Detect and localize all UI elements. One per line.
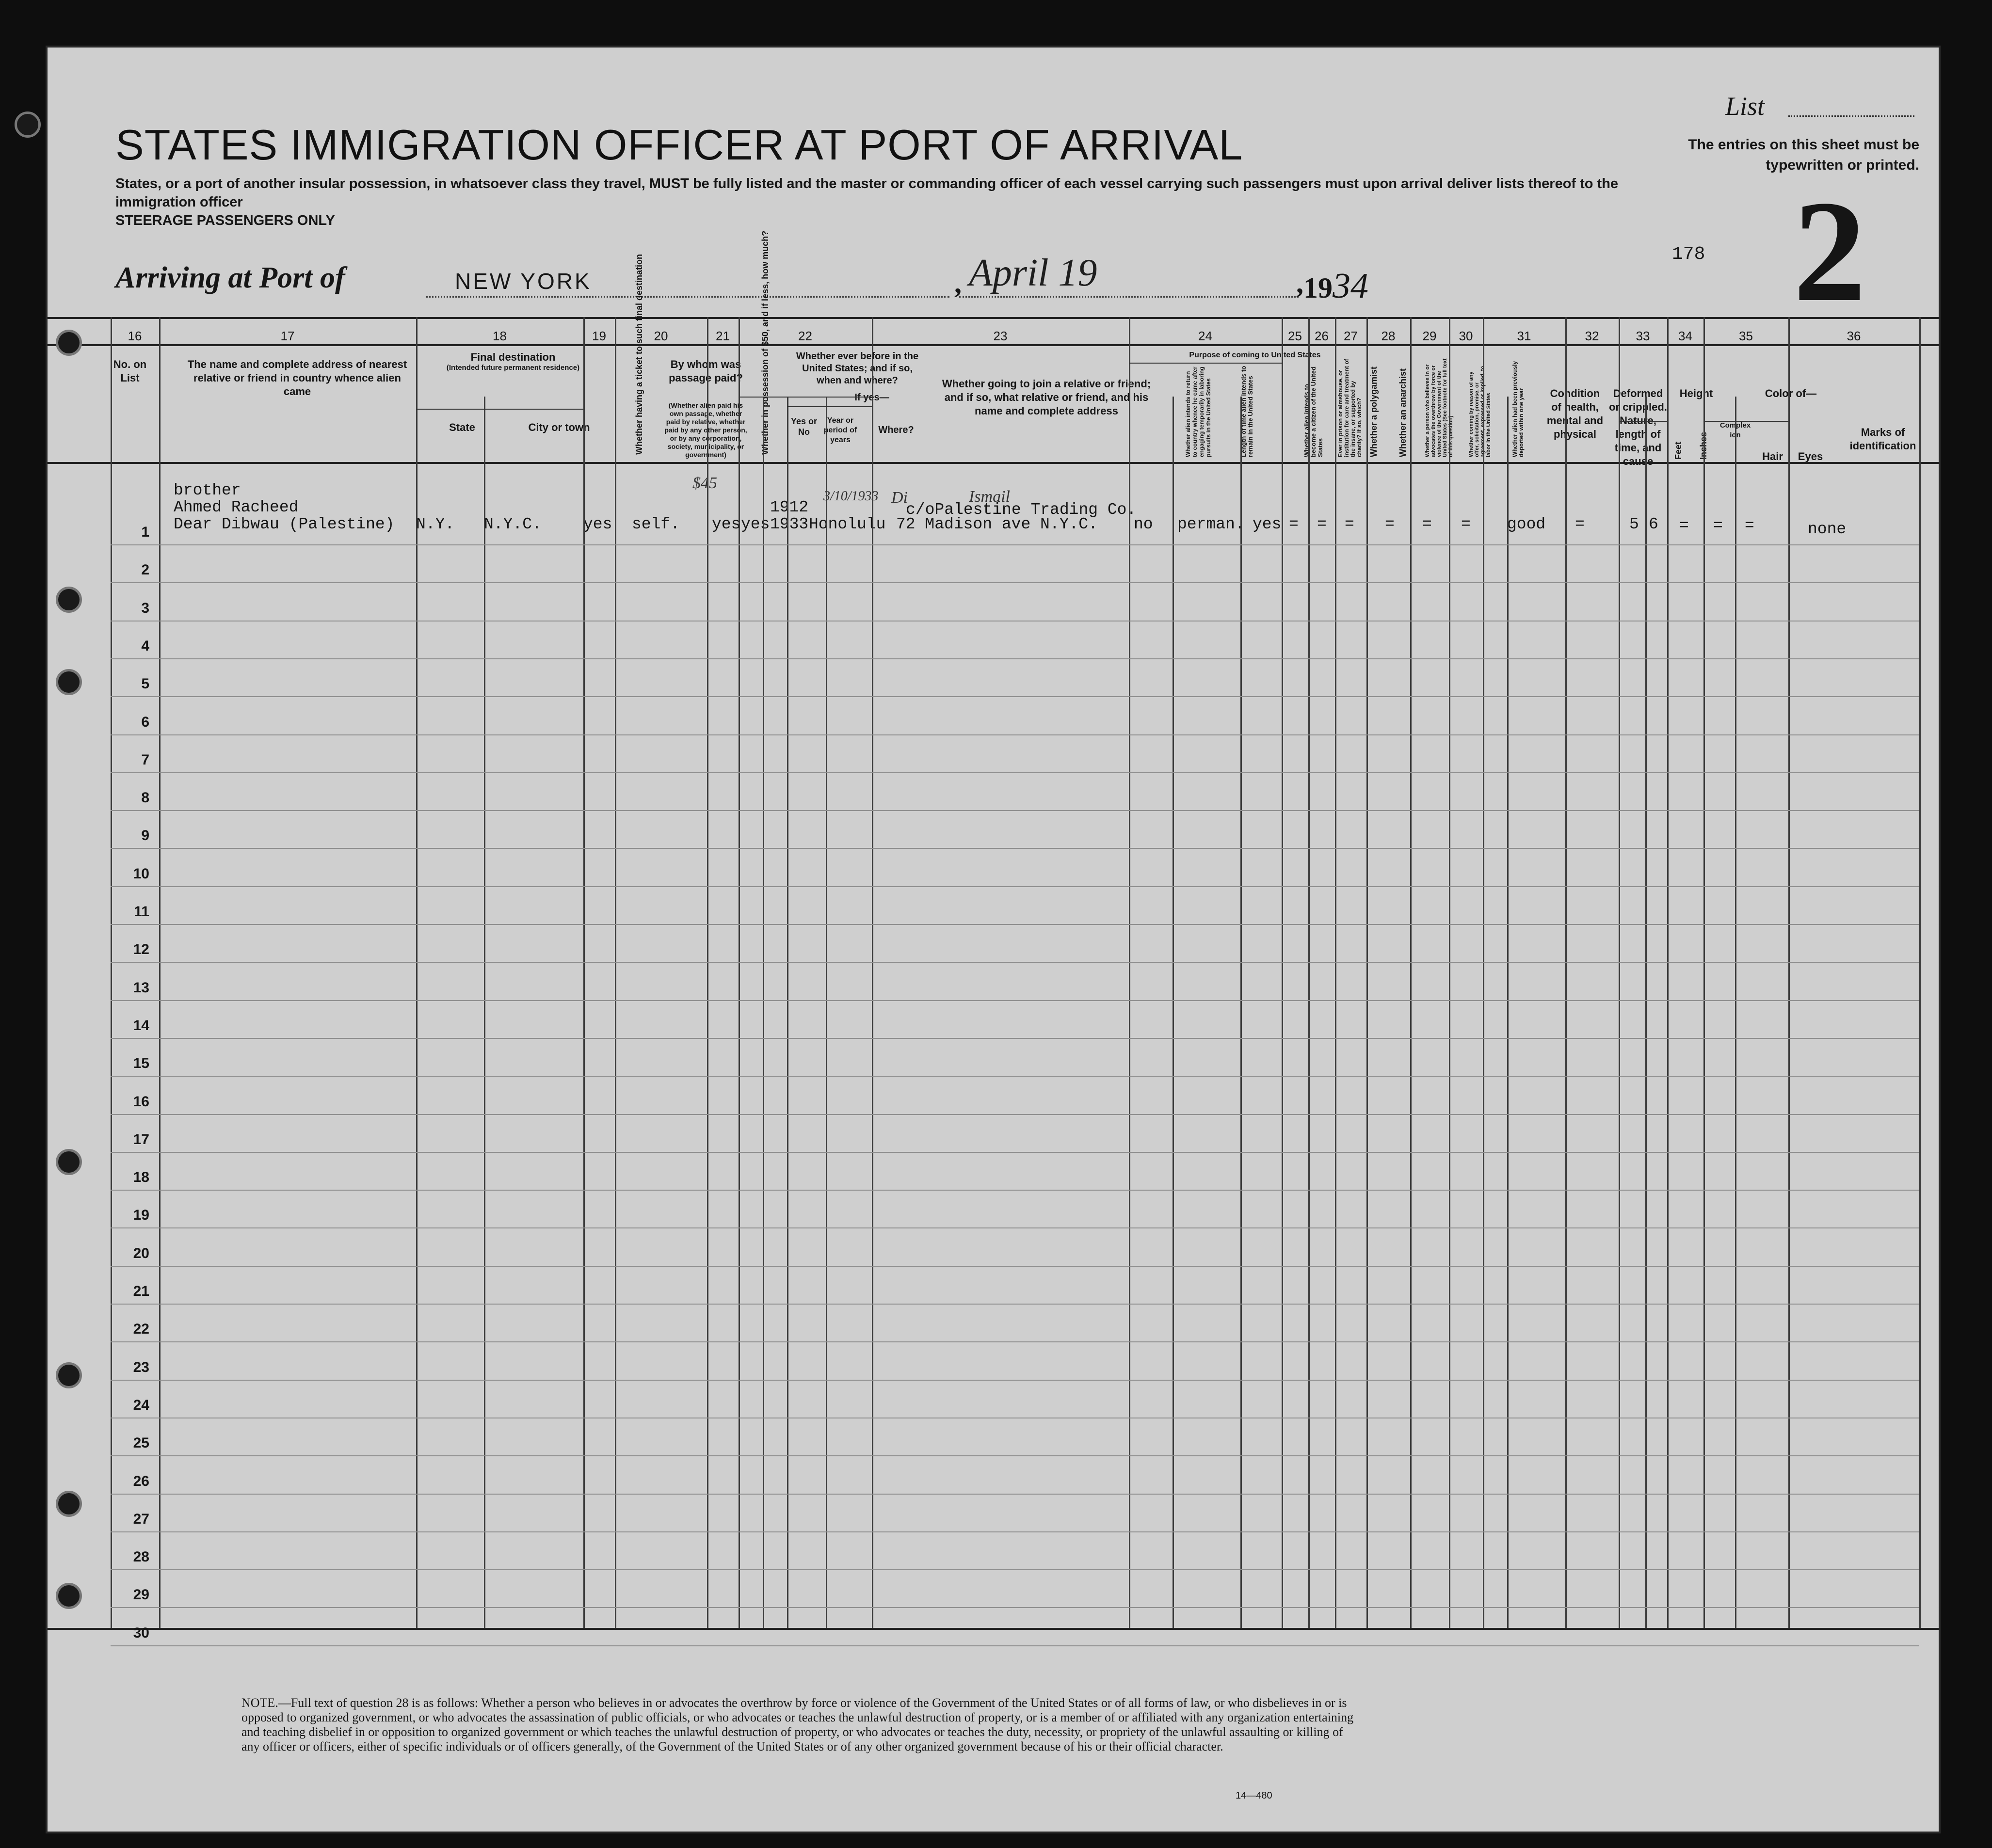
row1-complexion: = [1679,517,1689,535]
col20-subheader: (Whether alien paid his own passage, whether paid by relative, whether paid by any other person, or by any corporation, society, municipality, or government) [664,401,747,459]
column-rule [1667,317,1669,1628]
row-number: 28 [133,1549,149,1565]
column-number: 16 [128,329,142,343]
col30-header: Whether alien had been previously deported within one year [1511,361,1525,457]
row1-ticket: yes [583,515,612,533]
footnote-question-28: NOTE.—Full text of question 28 is as follows: Whether a person who believes in or advocates the overthrow by force or violence of the Government of the United States or of all forms of law, or who disbelieves in or is opposed to organized government, or who advocates the assassination of public officials, or who advocates or teaches the unlawful destruction of property, or is a member of or affiliated with any organization entertaining and teaching disbelief in or opposition to organized government or which teaches the unlawful destruction of property, or who advocates or teaches the duty, necessity, or propriety of the unlawful assaulting or killing of any officer or officers, either of specific individuals or of officers generally, of the Government of the United States or of any other organized government because of his or their official character. [241,1696,1354,1753]
column-rule [1410,317,1412,1628]
row1-anarchist: = [1345,515,1354,533]
binder-hole [56,1491,82,1517]
form-title: STATES IMMIGRATION OFFICER AT PORT OF ARRIVAL [115,121,1243,169]
row1-return-intent: no [1134,515,1153,533]
table-row [111,582,1919,583]
table-row [111,1304,1919,1305]
table-row [111,962,1919,963]
col33-feet: Feet [1673,441,1683,460]
column-number: 29 [1422,329,1437,343]
row1-where: Honolulu [809,515,886,533]
row-number: 3 [141,600,149,616]
table-row [111,1000,1919,1001]
row-number: 12 [133,941,149,958]
column-number: 24 [1198,329,1212,343]
row-number: 20 [133,1245,149,1261]
row-number: 6 [141,714,149,730]
row1-money: yes [712,515,741,533]
col22-if-yes: If yes— [854,392,889,403]
table-row [111,1152,1919,1153]
column-rule [1335,317,1336,1628]
subheader-rule [739,397,872,398]
row1-hair: = [1713,517,1723,535]
list-number-line [1788,115,1914,117]
table-row [111,544,1919,545]
table-row [111,1569,1919,1570]
comma-mark: , [954,267,962,299]
column-rule [484,397,485,1628]
row1-passage-paid: self. [632,515,680,533]
row1-relative-line3: Dear Dibwau (Palestine) [174,515,395,533]
subheader-rule [1703,421,1788,422]
row1-join-line2: 72 Madison ave N.Y.C. [896,515,1098,533]
row-number: 29 [133,1587,149,1603]
column-rule [1735,397,1736,1628]
row-number: 23 [133,1359,149,1375]
col17-header: The name and complete address of nearest relative or friend in country whence alien came [187,358,407,398]
row1-join-note: Di [891,489,908,507]
comma-mark: , [1296,267,1303,299]
column-number: 35 [1739,329,1753,343]
table-row [111,1455,1919,1456]
col18-subheader: (Intended future permanent residence) [446,364,580,372]
col28-header: Whether a person who believes in or advocates the overthrow by force or violence of the Government of the United States (See footnote for full text of this question) [1425,358,1454,457]
col29-header: Whether coming by reason of any offer, solicitation, promise, or agreement, expressed or implied, to labor in the United States [1468,366,1492,457]
arriving-label: Arriving at Port of [115,261,345,294]
subheader-rule [416,409,583,410]
binder-hole [56,669,82,695]
col21-header: Whether in possession of $50, and if less, how much? [760,230,770,455]
table-row [111,1494,1919,1495]
table-row [111,772,1919,773]
column-number: 30 [1459,329,1473,343]
row1-money-note: $45 [692,474,717,492]
col20-header: By whom was passage paid? [669,358,743,384]
column-rule [615,317,616,1628]
row-number: 9 [141,828,149,844]
print-code: 14—480 [1236,1790,1272,1801]
column-number: 28 [1381,329,1396,343]
col22-yes-no: Yes or No [790,416,818,437]
typewritten-instruction: The entries on this sheet must be typewritten or printed. [1688,137,1919,173]
row1-join-hand: Ismail [969,488,1010,506]
column-number: 17 [280,329,295,343]
row-number: 8 [141,790,149,806]
list-label: List [1725,92,1765,121]
column-rule [787,397,788,1628]
col24-citizen: Whether alien intends to become a citizen of the United States [1303,366,1324,457]
col32-header: Deformed or crippled. Nature, length of time, and cause [1609,387,1667,467]
year-prefix: 19 [1303,272,1333,304]
column-number: 33 [1636,329,1650,343]
column-number: 36 [1847,329,1861,343]
row-number: 25 [133,1435,149,1451]
col33-header: Height [1679,387,1713,399]
column-number: 22 [798,329,812,343]
table-row [111,1076,1919,1077]
sheet-number: 2 [1793,171,1866,332]
col26-header: Whether a polygamist [1369,366,1379,457]
col18-state: State [449,421,475,433]
column-rule [763,397,764,1628]
arrival-year [1303,266,1368,307]
column-number: 34 [1678,329,1692,343]
column-rule [1703,317,1705,1628]
table-row [111,734,1919,735]
table-row [111,848,1919,849]
column-number: 18 [493,329,507,343]
column-number: 25 [1288,329,1302,343]
column-rule [739,317,740,1628]
row1-where-note: 3/10/1933 [823,489,879,504]
row-number: 10 [133,865,149,882]
column-number: 19 [592,329,606,343]
col19-header: Whether having a ticket to such final destination [634,254,644,455]
col22-header: Whether ever before in the United States; and if so, when and where? [796,351,919,386]
row-number: 2 [141,562,149,578]
table-row [111,1531,1919,1532]
column-rule [707,317,708,1628]
row-number: 14 [133,1017,149,1034]
form-subtitle-line2: STEERAGE PASSENGERS ONLY [115,213,335,228]
column-rule [1483,317,1484,1628]
row-number: 18 [133,1169,149,1186]
row-number: 24 [133,1397,149,1413]
table-row [111,1190,1919,1191]
column-rule [1366,317,1368,1628]
col35-eyes: Eyes [1798,450,1823,462]
row1-eyes: = [1745,517,1754,535]
date-line [959,296,1299,298]
binder-hole [15,112,41,138]
port-name: NEW YORK [455,269,592,294]
row1-polygamist: = [1317,515,1327,533]
column-rule [111,317,112,1628]
column-rule [1645,397,1647,1628]
column-rule [159,317,161,1628]
row1-feet: 5 [1629,515,1639,533]
row1-deported: = [1461,515,1471,533]
table-row [111,924,1919,925]
form-subtitle-line1: States, or a port of another insular possession, in whatsoever class they travel, MUST be fully listed and the master or commanding officer of each vessel carrying such passengers must upon arrival deliver lists thereof to the immigration officer [115,176,1619,210]
row1-relative-line1: brother [174,481,241,499]
row-number: 4 [141,637,149,654]
row-number: 26 [133,1473,149,1489]
col34-header: Complexion [1719,421,1751,439]
row-number: 5 [141,676,149,692]
table-row [111,1341,1919,1342]
row1-years-line1: 1912 [770,498,809,516]
row-number: 22 [133,1321,149,1338]
col24-header: Purpose of coming to United States [1189,351,1321,359]
table-row [111,1227,1919,1228]
arrival-date: April 19 [969,252,1097,294]
column-rule [872,317,873,1628]
col22-years: Year or period of years [823,416,857,444]
row1-state: N.Y. [416,515,455,533]
row-number: 1 [141,524,149,540]
manifest-sheet [48,48,1939,1832]
col35-header: Color of— [1765,387,1817,399]
subheader-rule [787,406,872,407]
table-row [111,1038,1919,1039]
binder-hole [56,1583,82,1609]
row-number: 30 [133,1625,149,1641]
col27-header: Whether an anarchist [1398,368,1408,457]
column-rule [1449,317,1450,1628]
row1-before-us: yes [741,515,770,533]
column-rule [416,317,418,1628]
table-row [111,1380,1919,1381]
column-rule [1919,317,1921,1628]
column-rule [1173,397,1174,1628]
binder-hole [56,587,82,613]
column-rule [1619,317,1620,1628]
column-rule [1788,317,1790,1628]
row1-length-stay: perman. [1177,515,1245,533]
column-number: 32 [1585,329,1599,343]
col25-header: Ever in prison or almshouse, or institution for care and treatment of the insane, or supported by charity? If so, which? [1337,359,1363,457]
row1-city: N.Y.C. [484,515,542,533]
table-row [111,658,1919,659]
table-row [111,696,1919,697]
column-rule [1308,317,1310,1628]
col33-inches: Inches [1699,431,1708,460]
form-subtitle [115,175,1691,230]
binder-hole [56,1149,82,1175]
column-rule [583,317,585,1628]
column-rule [1129,317,1130,1628]
binder-hole [56,1362,82,1388]
col24-length: Length of time alien intends to remain in the United States [1240,366,1254,457]
row1-labor-offer: = [1422,515,1432,533]
column-rule [826,397,827,1628]
column-rule [1507,397,1509,1628]
column-number: 20 [654,329,668,343]
year-handwritten: 34 [1333,266,1368,306]
row-number: 21 [133,1283,149,1299]
column-number: 26 [1315,329,1329,343]
col18-city: City or town [528,421,590,433]
header-rule-top [48,317,1939,319]
table-row [111,1266,1919,1267]
col23-header: Whether going to join a relative or friend; and if so, what relative or friend, and his name and complete address [942,378,1151,417]
col31-header: Condition of health, mental and physical [1546,387,1604,440]
col16-header: No. on List [113,358,147,384]
row1-inches: 6 [1649,515,1658,533]
row1-marks: none [1808,520,1847,538]
row-number: 16 [133,1093,149,1110]
column-number: 31 [1517,329,1531,343]
col18-header: Final destination [470,351,556,363]
column-number: 21 [716,329,730,343]
table-row [111,1607,1919,1608]
row1-overthrow: = [1385,515,1395,533]
row1-join-line1: c/oPalestine Trading Co. [906,501,1137,519]
stamp-number: 178 [1672,244,1705,265]
row1-citizen: yes [1253,515,1282,533]
table-row [111,886,1919,887]
subheader-rule [1619,421,1667,422]
row1-prison: = [1289,515,1299,533]
column-number: 23 [993,329,1008,343]
row-number: 15 [133,1055,149,1072]
row-number: 19 [133,1207,149,1224]
binder-hole [56,330,82,356]
row-number: 27 [133,1511,149,1527]
row1-health: good [1507,515,1546,533]
table-rule-bottom [48,1628,1939,1630]
column-rule [1240,397,1242,1628]
table-row [111,810,1919,811]
subheader-rule [1129,363,1282,364]
column-rule [1282,317,1283,1628]
column-number: 27 [1344,329,1358,343]
column-rule [1565,317,1567,1628]
table-row [111,1645,1919,1646]
col22-where: Where? [878,425,914,435]
port-line [426,296,949,298]
header-rule-numbers [48,344,1939,346]
row1-deformed: = [1575,515,1585,533]
row1-years-line2: 1933 [770,515,809,533]
col36-header: Marks of identification [1849,426,1916,452]
row-number: 11 [134,904,149,920]
row-number: 17 [133,1131,149,1147]
col35-hair: Hair [1762,450,1783,462]
row1-relative-line2: Ahmed Racheed [174,498,299,516]
row-number: 7 [141,751,149,768]
col24-return: Whether alien intends to return to country whence he came after engaging temporarily in laboring pursuits in the United States [1185,366,1212,457]
row-number: 13 [133,979,149,996]
table-row [111,1114,1919,1115]
